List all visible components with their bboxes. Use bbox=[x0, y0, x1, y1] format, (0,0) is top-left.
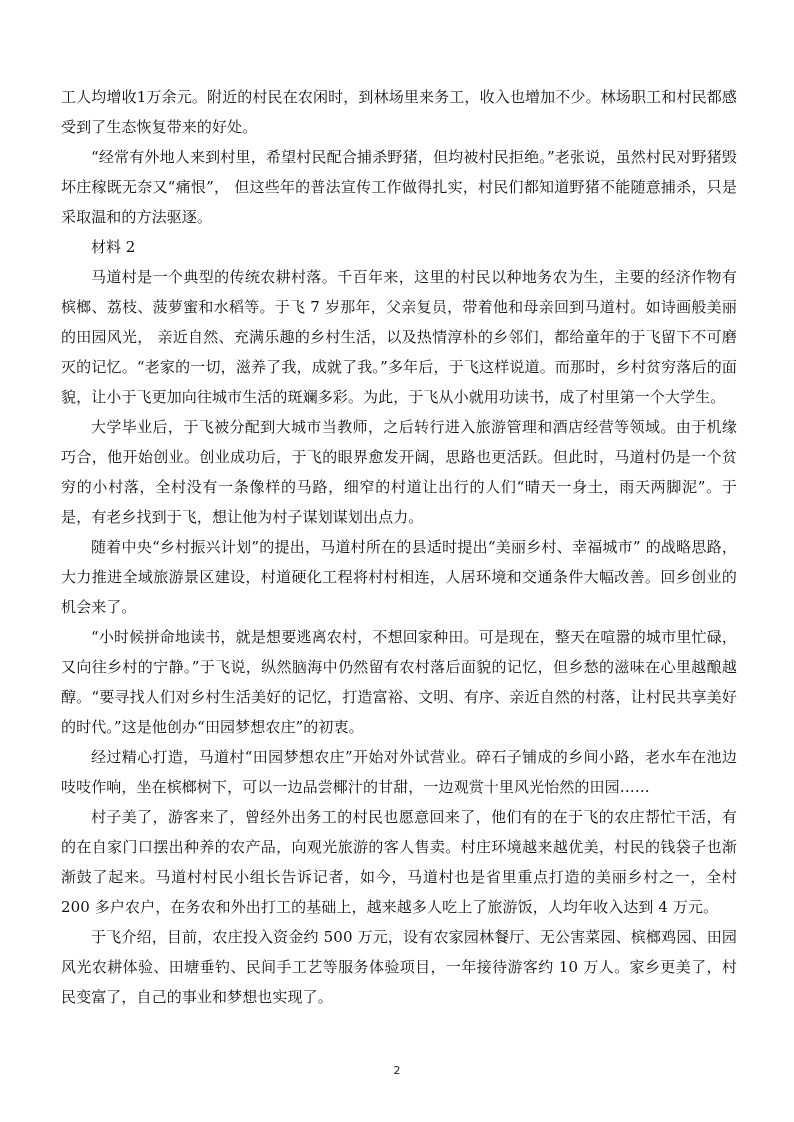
paragraph-villagers-wild-boar: “经常有外地人来到村里，希望村民配合捕杀野猪，但均被村民拒绝。”老张说，虽然村民对野猪毁坏庄稼既无奈又“痛恨”， 但这些年的普法宣传工作做得扎实，村民们都知道野猪不能随意捕杀，只是采取温和的方法驱逐。 bbox=[61, 148, 737, 226]
document-page bbox=[61, 82, 737, 1012]
paragraph-nostalgia: “小时候拼命地读书，就是想要逃离农村，不想回家种田。可是现在，整天在喧嚣的城市里忙碌，又向往乡村的宁静。”于飞说，纵然脑海中仍然留有农村落后面貌的记忆，但乡愁的滋味在心里越酿越醇。“要寻找人们对乡村生活美好的记忆，打造富裕、文明、有序、亲近自然的村落，让村民共享美好的时代。”这是他创办“田园梦想农庄”的初衷。 bbox=[61, 628, 737, 736]
paragraph-farm-opening: 经过精心打造，马道村“田园梦想农庄”开始对外试营业。碎石子铺成的乡间小路，老水车在池边吱吱作响，坐在槟榔树下，可以一边品尝椰汁的甘甜，一边观赏十里风光怡然的田园…… bbox=[61, 748, 737, 796]
paragraph-rural-revitalization: 随着中央“乡村振兴计划”的提出，马道村所在的县适时提出“美丽乡村、幸福城市” 的战略思路，大力推进全域旅游景区建设，村道硬化工程将村村相连，人居环境和交通条件大幅改善。回乡创业的机会来了。 bbox=[61, 538, 737, 616]
paragraph-continuation: 工人均增收1万余元。附近的村民在农闲时，到林场里来务工，收入也增加不少。林场职工和村民都感受到了生态恢复带来的好处。 bbox=[61, 88, 737, 136]
paragraph-madao-village-intro: 马道村是一个典型的传统农耕村落。千百年来，这里的村民以种地务农为生，主要的经济作物有槟榔、荔枝、菠萝蜜和水稻等。于飞 7 岁那年，父亲复员，带着他和母亲回到马道村。如诗画般美丽的田园风光， 亲近自然、充满乐趣的乡村生活，以及热情淳朴的乡邻们，都给童年的于飞留下不可磨灭的记忆。“老家的一切，滋养了我，成就了我。”多年后，于飞这样说道。而那时，乡村贫穷落后的面貌，让小于飞更加向往城市生活的斑斓多彩。为此，于飞从小就用功读书，成了村里第一个大学生。 bbox=[61, 268, 737, 406]
paragraph-career: 大学毕业后，于飞被分配到大城市当教师，之后转行进入旅游管理和酒店经营等领域。由于机缘巧合，他开始创业。创业成功后，于飞的眼界愈发开阔，思路也更活跃。但此时，马道村仍是一个贫穷的小村落，全村没有一条像样的马路，细窄的村道让出行的人们“晴天一身土，雨天两脚泥”。于是，有老乡找到于飞，想让他为村子谋划谋划出点力。 bbox=[61, 418, 737, 526]
paragraph-farm-investment: 于飞介绍，目前，农庄投入资金约 500 万元，设有农家园林餐厅、无公害菜园、槟榔鸡园、田园风光农耕体验、田塘垂钓、民间手工艺等服务体验项目，一年接待游客约 10 万人。家乡更美了，村民变富了，自己的事业和梦想也实现了。 bbox=[61, 928, 737, 1006]
page-number: 2 bbox=[393, 1064, 401, 1077]
paragraph-village-prosperity: 村子美了，游客来了，曾经外出务工的村民也愿意回来了，他们有的在于飞的农庄帮忙干活，有的在自家门口摆出种养的农产品，向观光旅游的客人售卖。村庄环境越来越优美，村民的钱袋子也渐渐鼓了起来。马道村村民小组长告诉记者，如今，马道村也是省里重点打造的美丽乡村之一，全村 200 多户农户，在务农和外出打工的基础上，越来越多人吃上了旅游饭，人均年收入达到 4 万元。 bbox=[61, 808, 737, 916]
material-heading: 材料 2 bbox=[91, 238, 136, 256]
